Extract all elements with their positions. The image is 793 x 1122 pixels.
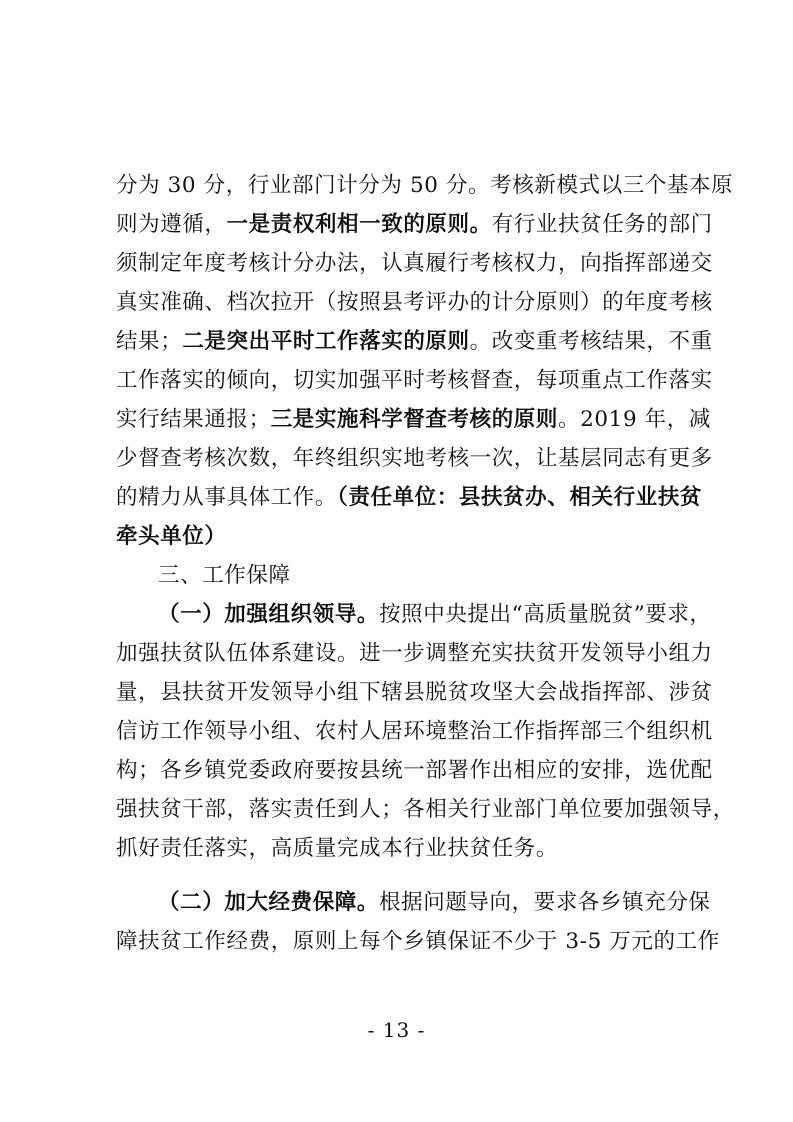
text-run: 根据问题导向，要求各乡镇充分保: [379, 890, 711, 915]
paragraph-line: [116, 678, 713, 708]
paragraph-line: [116, 756, 713, 786]
text-run: 真实准确、档次拉开（按照县考评办的计分原则）的年度考核: [116, 290, 713, 315]
text-run: 量，县扶贫开发领导小组下辖县脱贫攻坚大会战指挥部、涉贫: [116, 680, 713, 705]
paragraph-line: [116, 249, 713, 279]
text-run: 分为 30 分，行业部门计分为 50 分。考核新模式以三个基本原: [116, 173, 734, 198]
text-run: 工作落实的倾向，切实加强平时考核督查，每项重点工作落实: [116, 368, 713, 393]
paragraph-line: [116, 288, 713, 318]
text-run: 实行结果通报；: [116, 407, 271, 432]
bold-text-run: 三是实施科学督查考核的原则: [270, 407, 559, 432]
paragraph-line: [116, 717, 713, 747]
text-run: 。2019 年，减: [558, 407, 711, 432]
paragraph-line: [116, 405, 711, 435]
bold-text-run: 一是责权利相一致的原则。: [226, 212, 492, 237]
text-run: 构；各乡镇党委政府要按县统一部署作出相应的安排，选优配: [116, 758, 713, 783]
paragraph-line: [158, 600, 712, 630]
paragraph-line: [116, 795, 735, 825]
paragraph-line: [116, 639, 713, 669]
heading-text: 三、工作保障: [158, 563, 291, 588]
text-run: 信访工作领导小组、农村人居环境整治工作指挥部三个组织机: [116, 719, 713, 744]
text-run: 加强扶贫队伍体系建设。进一步调整充实扶贫开发领导小组力: [116, 641, 713, 666]
text-run: 则为遵循，: [116, 212, 227, 237]
page-number: - 13 -: [367, 1018, 426, 1042]
paragraph-line: [116, 210, 713, 240]
text-run: 障扶贫工作经费，原则上每个乡镇保证不少于 3-5 万元的工作: [116, 929, 720, 954]
text-run: 的精力从事具体工作。: [116, 485, 338, 510]
text-run: 强扶贫干部，落实责任到人；各相关行业部门单位要加强领导，: [116, 797, 735, 822]
section-heading: [158, 561, 681, 591]
bold-text-run: 牵头单位）: [116, 524, 227, 549]
bold-text-run: （责任单位：县扶贫办、相关行业扶贫: [337, 485, 702, 510]
paragraph-line: [116, 444, 713, 474]
paragraph-line: [158, 888, 711, 918]
paragraph-line: [116, 834, 681, 864]
text-run: 有行业扶贫任务的部门: [491, 212, 713, 237]
paragraph-line: [116, 327, 713, 357]
text-run: 按照中央提出“高质量脱贫”要求，: [379, 602, 712, 627]
text-run: 抓好责任落实，高质量完成本行业扶贫任务。: [116, 836, 559, 861]
text-run: 少督查考核次数，年终组织实地考核一次，让基层同志有更多: [116, 446, 713, 471]
bold-text-run: （一）加强组织领导。: [158, 602, 380, 627]
text-run: 须制定年度考核计分办法，认真履行考核权力，向指挥部递交: [116, 251, 713, 276]
paragraph-line: [116, 927, 720, 957]
bold-text-run: （二）加大经费保障。: [158, 890, 380, 915]
paragraph-line: [116, 483, 702, 513]
paragraph-line: [116, 171, 734, 201]
paragraph-line: [116, 366, 713, 396]
bold-text-run: 二是突出平时工作落实的原则: [182, 329, 470, 354]
text-run: 结果；: [116, 329, 183, 354]
paragraph-line: [116, 522, 681, 552]
text-run: 。改变重考核结果，不重: [469, 329, 713, 354]
